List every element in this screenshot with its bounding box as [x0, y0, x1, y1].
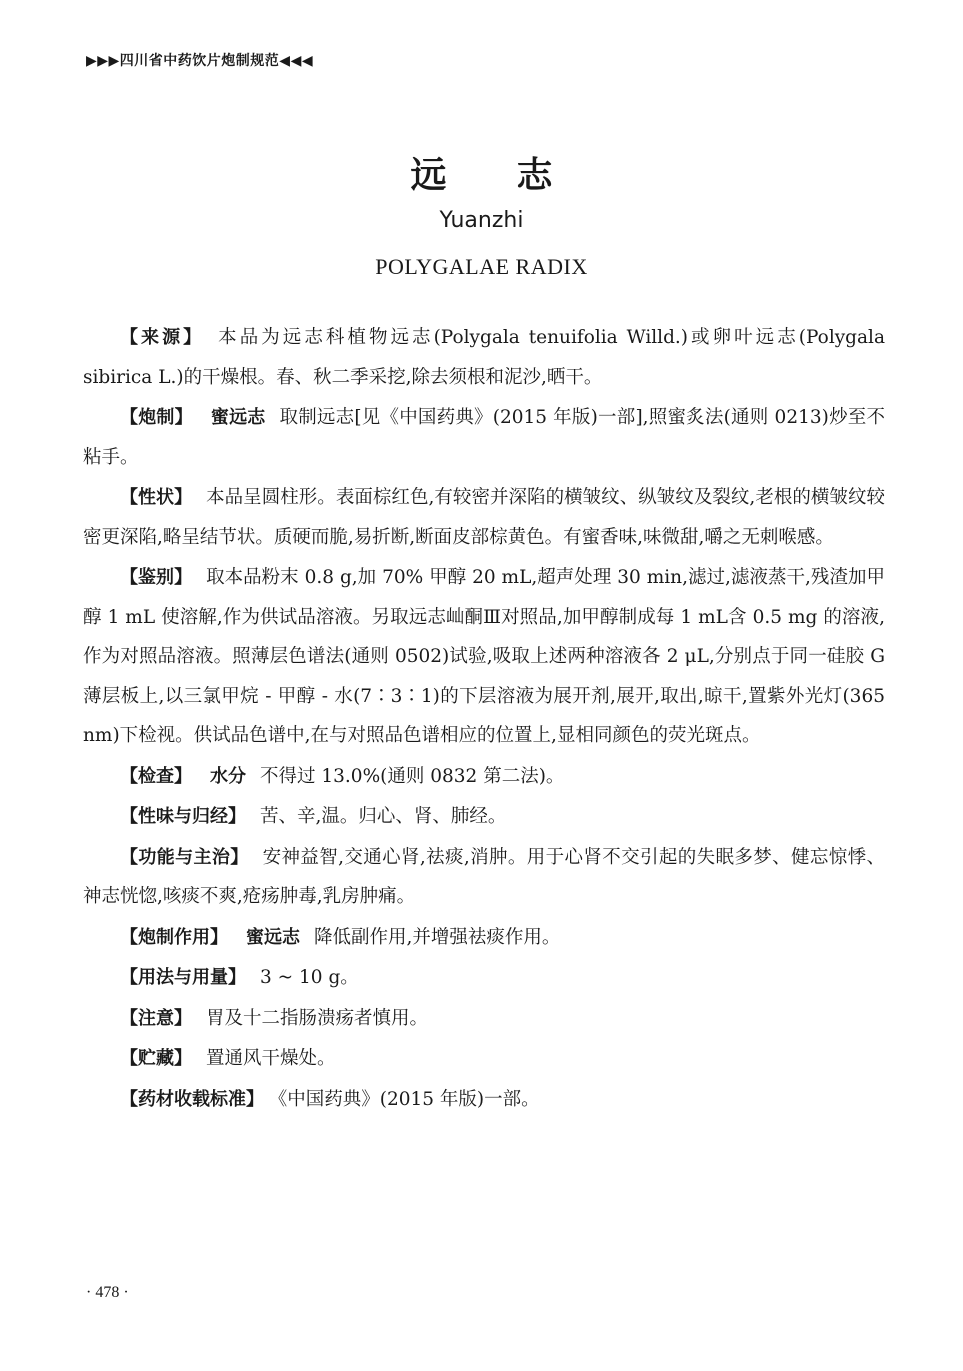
- section-text: 置通风干燥处。: [206, 1048, 336, 1069]
- section-source: [83, 318, 885, 397]
- section-processing-effect: [83, 918, 885, 958]
- section-inspection: [83, 757, 885, 797]
- section-text: 《中国药典》(2015 年版)一部。: [278, 1088, 540, 1110]
- section-label: 【贮藏】: [120, 1048, 192, 1069]
- running-header: ▶▶▶四川省中药饮片炮制规范◀◀◀: [86, 53, 314, 69]
- section-label: 【用法与用量】: [120, 967, 246, 988]
- section-usage: [83, 958, 885, 998]
- section-text: 取制远志[见《中国药典》(2015 年版)一部],照蜜炙法(通则 0213)炒至不粘手。: [83, 407, 885, 468]
- section-label: 【来源】: [120, 327, 205, 348]
- section-processing: [83, 398, 885, 477]
- section-identification: [83, 558, 885, 756]
- section-text: 降低副作用,并增强祛痰作用。: [314, 926, 561, 948]
- section-text: 3 ~ 10 g。: [260, 967, 359, 988]
- section-label: 【药材收载标准】: [120, 1088, 264, 1110]
- section-storage: [83, 1039, 885, 1079]
- section-text: 本品为远志科植物远志(Polygala tenuifolia Willd.)或卵叶远志(Polygala sibirica L.)的干燥根。春、秋二季采挖,除去须根和泥沙,晒干。: [83, 327, 886, 388]
- page-title: 远志: [410, 155, 623, 196]
- section-description: [83, 478, 885, 557]
- section-text: 取本品粉末 0.8 g,加 70% 甲醇 20 mL,超声处理 30 min,滤过,滤液蒸干,残渣加甲醇 1 mL 使溶解,作为供试品溶液。另取远志屾酮Ⅲ对照品,加甲醇制成每 1 mL含 0.5 mg 的溶液,作为对照品溶液。照薄层色谱法(通则 0502)试验,吸取上述两种溶液各 2 μL,分别点于同一硅胶 G 薄层板上,以三氯甲烷 - 甲醇 - 水(7∶3∶1)的下层溶液为展开剂,展开,取出,晾干,置紫外光灯(365 nm)下检视。供试品色谱中,在与对照品色谱相应的位置上,显相同颜色的荧光斑点。: [83, 567, 885, 746]
- title-latin: POLYGALAE RADIX: [375, 254, 588, 279]
- section-label: 【鉴别】: [120, 567, 193, 588]
- section-text: 苦、辛,温。归心、肾、肺经。: [260, 806, 507, 827]
- title-pinyin: Yuanzhi: [439, 208, 524, 233]
- section-label: 【检查】: [120, 765, 192, 787]
- section-text: 胃及十二指肠溃疡者慎用。: [206, 1007, 429, 1029]
- section-sublabel: 蜜远志: [210, 407, 266, 428]
- section-nature: [83, 797, 885, 837]
- section-sublabel: 水分: [210, 765, 246, 787]
- section-standard: [83, 1080, 885, 1120]
- section-text: 不得过 13.0%(通则 0832 第二法)。: [260, 765, 565, 787]
- page-number: · 478 ·: [86, 1284, 129, 1301]
- section-label: 【性味与归经】: [120, 806, 246, 827]
- section-label: 【炮制】: [120, 407, 193, 428]
- section-label: 【炮制作用】: [120, 926, 228, 948]
- section-sublabel: 蜜远志: [246, 926, 300, 948]
- section-text: 本品呈圆柱形。表面棕红色,有较密并深陷的横皱纹、纵皱纹及裂纹,老根的横皱纹较密更深陷,略呈结节状。质硬而脆,易折断,断面皮部棕黄色。有蜜香味,味微甜,嚼之无刺喉感。: [83, 487, 886, 548]
- section-label: 【功能与主治】: [120, 846, 249, 868]
- section-label: 【性状】: [120, 487, 193, 508]
- section-caution: [83, 999, 885, 1039]
- section-text: 安神益智,交通心肾,祛痰,消肿。用于心肾不交引起的失眠多梦、健忘惊悸、神志恍惚,咳痰不爽,疮疡肿毒,乳房肿痛。: [83, 846, 885, 907]
- monograph-body: [83, 318, 885, 1119]
- section-function: [83, 838, 885, 917]
- title-block: [0, 152, 963, 282]
- section-label: 【注意】: [120, 1007, 192, 1029]
